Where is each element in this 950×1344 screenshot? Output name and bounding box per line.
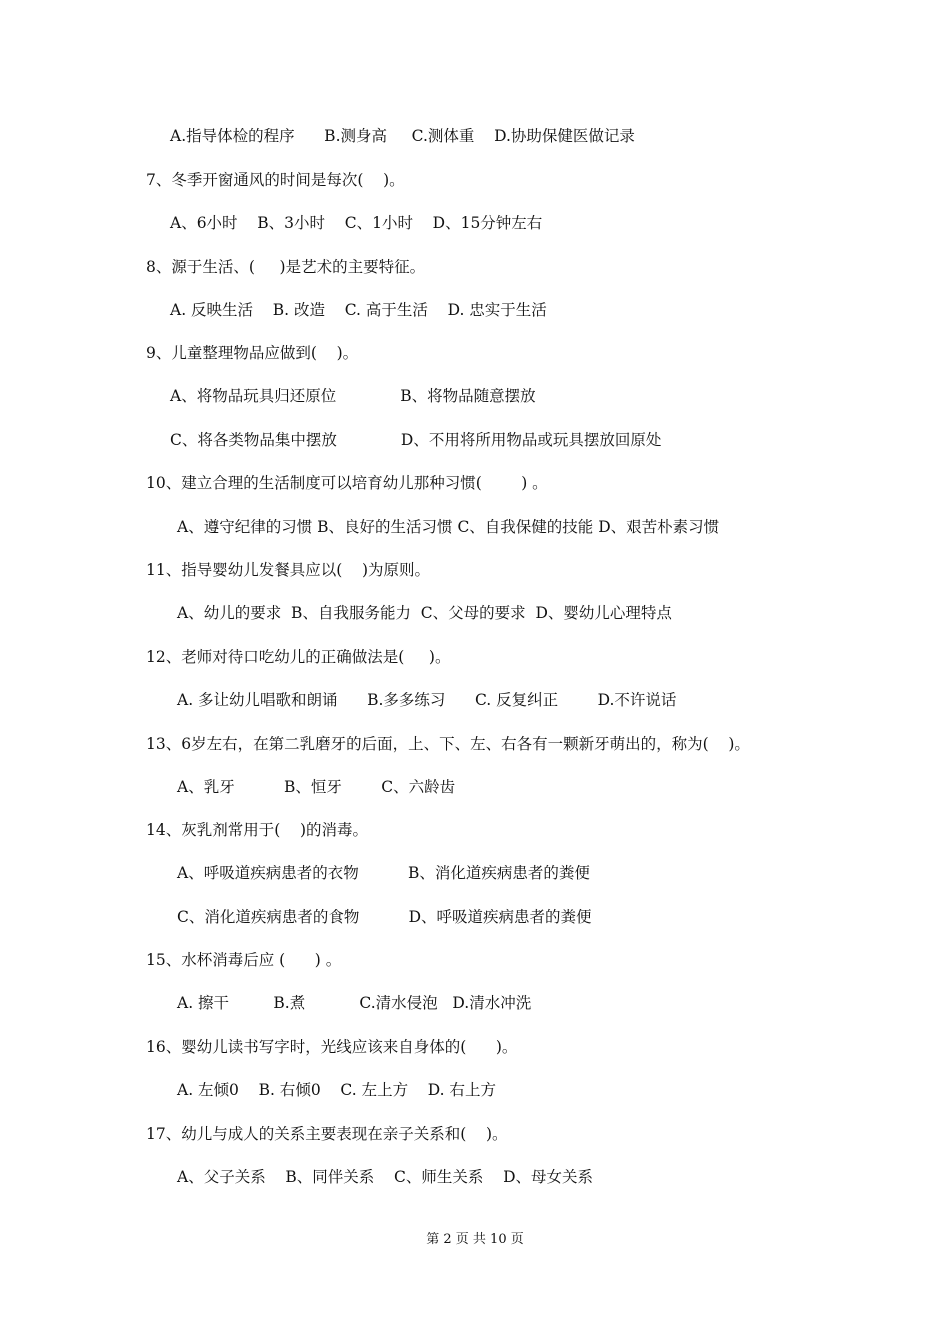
q13-options: A、乳牙 B、恒牙 C、六龄齿	[177, 778, 456, 796]
q8-options: A. 反映生活 B. 改造 C. 高于生活 D. 忠实于生活	[170, 301, 547, 319]
q13-stem: 13、6岁左右，在第二乳磨牙的后面，上、下、左、右各有一颗新牙萌出的，称为( )。	[146, 735, 750, 753]
page-number-footer: 第 2 页 共 10 页	[426, 1232, 524, 1247]
q9-options-row2: C、将各类物品集中摆放 D、不用将所用物品或玩具摆放回原处	[170, 431, 662, 449]
q15-stem: 15、水杯消毒后应 ( ) 。	[146, 951, 342, 969]
q7-stem: 7、冬季开窗通风的时间是每次( )。	[146, 171, 405, 189]
q11-stem: 11、指导婴幼儿发餐具应以( )为原则。	[146, 561, 431, 579]
q10-stem: 10、建立合理的生活制度可以培育幼儿那种习惯( ) 。	[146, 474, 548, 492]
q14-stem: 14、灰乳剂常用于( )的消毒。	[146, 821, 369, 839]
q12-stem: 12、老师对待口吃幼儿的正确做法是( )。	[146, 648, 451, 666]
q12-options: A. 多让幼儿唱歌和朗诵 B.多多练习 C. 反复纠正 D.不许说话	[177, 691, 677, 709]
q9-stem: 9、儿童整理物品应做到( )。	[146, 344, 359, 362]
q14-options-row2: C、消化道疾病患者的食物 D、呼吸道疾病患者的粪便	[177, 908, 592, 926]
q17-options: A、父子关系 B、同伴关系 C、师生关系 D、母女关系	[177, 1168, 593, 1186]
q7-options: A、6小时 B、3小时 C、1小时 D、15分钟左右	[170, 214, 543, 232]
q6-options: A.指导体检的程序 B.测身高 C.测体重 D.协助保健医做记录	[170, 127, 635, 145]
q8-stem: 8、源于生活、( )是艺术的主要特征。	[146, 258, 426, 276]
q11-options: A、幼儿的要求 B、自我服务能力 C、父母的要求 D、婴幼儿心理特点	[177, 604, 672, 622]
q16-options: A. 左倾0 B. 右倾0 C. 左上方 D. 右上方	[177, 1081, 497, 1099]
q10-options: A、遵守纪律的习惯 B、良好的生活习惯 C、自我保健的技能 D、艰苦朴素习惯	[177, 518, 720, 536]
q15-options: A. 擦干 B.煮 C.清水侵泡 D.清水冲洗	[177, 994, 532, 1012]
q9-options-row1: A、将物品玩具归还原位 B、将物品随意摆放	[170, 387, 536, 405]
q14-options-row1: A、呼吸道疾病患者的衣物 B、消化道疾病患者的粪便	[177, 864, 590, 882]
q17-stem: 17、幼儿与成人的关系主要表现在亲子关系和( )。	[146, 1125, 508, 1143]
q16-stem: 16、婴幼儿读书写字时，光线应该来自身体的( )。	[146, 1038, 518, 1056]
